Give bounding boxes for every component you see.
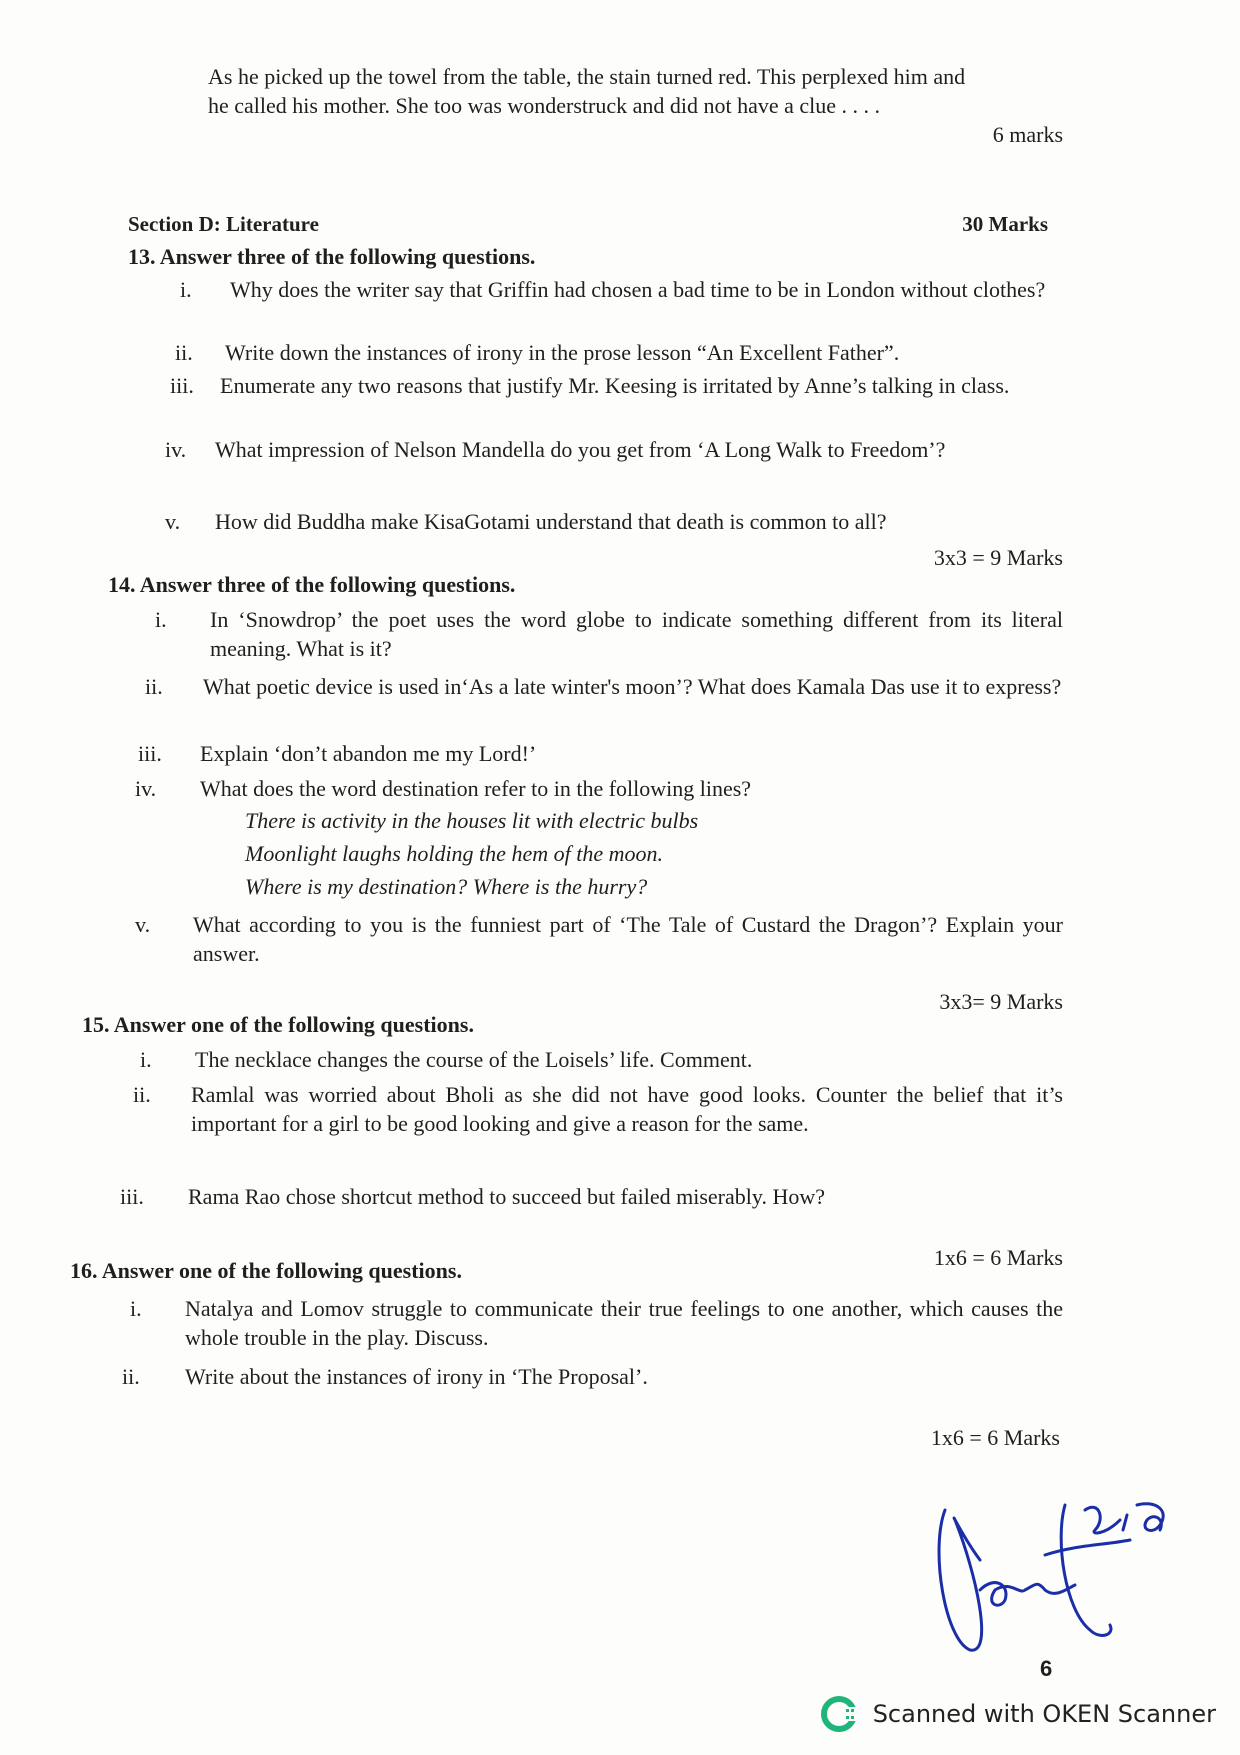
q13-item-2 <box>175 338 1063 367</box>
item-text: Explain ‘don’t abandon me my Lord!’ <box>200 741 537 766</box>
q16-heading: 16. Answer one of the following questions. <box>70 1258 462 1283</box>
q14-item-5 <box>135 910 1063 968</box>
item-text: Ramlal was worried about Bholi as she did not have good looks. Counter the belief that it’s important for a girl to be good looking and give a reason for the same. <box>191 1082 1063 1136</box>
poem-line-2: Moonlight laughs holding the hem of the moon. <box>245 841 663 866</box>
item-text: What does the word destination refer to in the following lines? <box>200 776 752 801</box>
item-text: Write about the instances of irony in ‘The Proposal’. <box>185 1364 648 1389</box>
item-number: v. <box>135 912 151 937</box>
item-number: ii. <box>133 1082 151 1107</box>
item-number: ii. <box>175 340 193 365</box>
item-number: iii. <box>170 373 194 398</box>
q16-item-1 <box>130 1294 1063 1352</box>
scanner-text: Scanned with OKEN Scanner <box>872 1700 1216 1728</box>
item-text: In ‘Snowdrop’ the poet uses the word globe to indicate something different from its literal meaning. What is it? <box>210 607 1063 661</box>
item-number: i. <box>180 277 192 302</box>
intro-text <box>208 62 1063 149</box>
q13-item-5 <box>165 507 1063 536</box>
q15-item-3 <box>120 1182 1063 1211</box>
q14-item-3 <box>138 739 1063 768</box>
item-number: iii. <box>120 1184 144 1209</box>
intro-marks: 6 marks <box>992 122 1063 147</box>
item-text: Why does the writer say that Griffin had chosen a bad time to be in London without clothes? <box>230 277 1046 302</box>
q14-heading: 14. Answer three of the following questions. <box>108 572 516 597</box>
q13-marks: 3x3 = 9 Marks <box>933 545 1063 570</box>
item-text: The necklace changes the course of the Loisels’ life. Comment. <box>195 1047 753 1072</box>
item-number: ii. <box>122 1364 140 1389</box>
item-text: Rama Rao chose shortcut method to succeed but failed miserably. How? <box>188 1184 826 1209</box>
item-number: iii. <box>138 741 162 766</box>
q13-item-4 <box>165 435 1063 464</box>
poem-excerpt <box>245 806 1045 901</box>
q15-marks: 1x6 = 6 Marks <box>933 1245 1063 1270</box>
q15-item-2 <box>133 1080 1063 1138</box>
section-marks: 30 Marks <box>962 212 1048 236</box>
section-heading <box>128 212 1048 237</box>
poem-line-3: Where is my destination? Where is the hurry? <box>245 874 648 899</box>
oken-scanner-icon <box>821 1693 863 1735</box>
item-number: i. <box>155 607 167 632</box>
q13-heading: 13. Answer three of the following questions. <box>128 244 536 269</box>
item-text: Write down the instances of irony in the prose lesson “An Excellent Father”. <box>225 340 900 365</box>
item-number: i. <box>130 1296 142 1321</box>
item-text: Enumerate any two reasons that justify Mr. Keesing is irritated by Anne’s talking in class. <box>220 373 1010 398</box>
q14-item-1 <box>155 605 1063 663</box>
scanner-watermark <box>821 1693 1216 1735</box>
item-number: ii. <box>145 674 163 699</box>
q15-heading: 15. Answer one of the following questions. <box>82 1012 474 1037</box>
q14-item-2 <box>145 672 1063 701</box>
poem-line-1: There is activity in the houses lit with electric bulbs <box>245 808 699 833</box>
q16-item-2 <box>122 1362 1063 1391</box>
section-title: Section D: Literature <box>128 212 319 236</box>
q14-marks: 3x3= 9 Marks <box>939 989 1063 1014</box>
item-number: iv. <box>165 437 187 462</box>
item-text: What impression of Nelson Mandella do you get from ‘A Long Walk to Freedom’? <box>215 437 946 462</box>
item-text: What poetic device is used in‘As a late winter's moon’? What does Kamala Das use it to express? <box>203 674 1062 699</box>
item-text: How did Buddha make KisaGotami understand that death is common to all? <box>215 509 887 534</box>
item-number: iv. <box>135 776 157 801</box>
q14-item-4 <box>135 774 1063 803</box>
intro-line-2: he called his mother. She too was wonderstruck and did not have a clue . . . . <box>208 93 881 118</box>
item-text: Natalya and Lomov struggle to communicate their true feelings to one another, which causes the whole trouble in the play. Discuss. <box>185 1296 1063 1350</box>
q13-item-3 <box>170 371 1063 400</box>
page-number: 6 <box>1040 1656 1053 1681</box>
item-number: v. <box>165 509 181 534</box>
item-text: What according to you is the funniest part of ‘The Tale of Custard the Dragon’? Explain your answer. <box>193 912 1063 966</box>
intro-line-1: As he picked up the towel from the table, the stain turned red. This perplexed him and <box>208 64 966 89</box>
q16-marks: 1x6 = 6 Marks <box>930 1425 1060 1450</box>
handwritten-signature <box>925 1490 1185 1660</box>
q15-item-1 <box>140 1045 1063 1074</box>
q13-item-1 <box>180 275 1063 304</box>
item-number: i. <box>140 1047 152 1072</box>
